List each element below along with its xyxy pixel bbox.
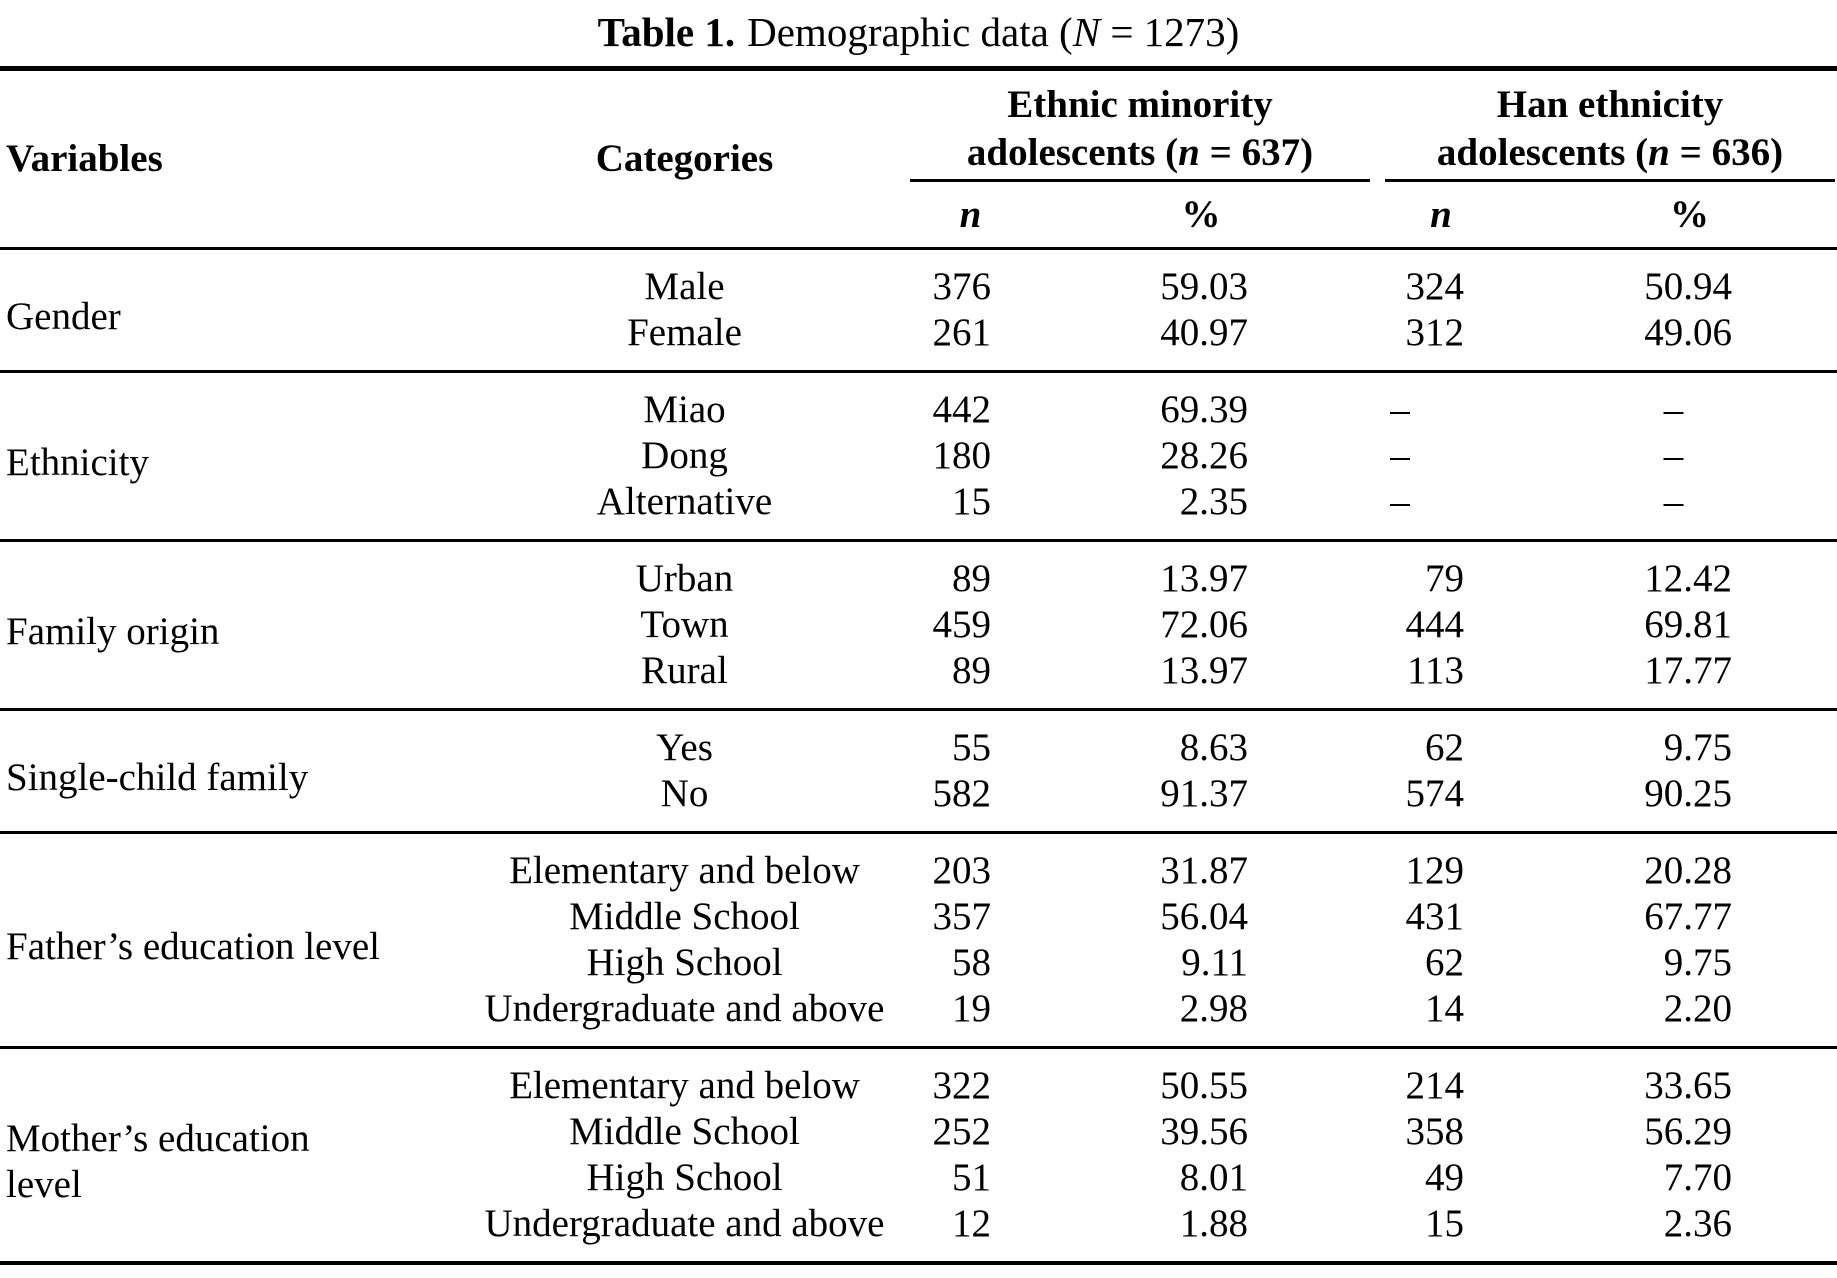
count-cell: 19 bbox=[952, 986, 991, 1030]
percent-cell: 20.28 bbox=[1644, 848, 1732, 892]
category-cell: Urban bbox=[635, 556, 734, 600]
category-cell: Female bbox=[627, 310, 742, 354]
percent-cell: – bbox=[1663, 479, 1684, 523]
percent-cell: 40.97 bbox=[1160, 310, 1248, 354]
table-title-number: Table 1. bbox=[597, 9, 736, 55]
column-header-variables: Variables bbox=[6, 137, 163, 181]
percent-cell: 50.55 bbox=[1160, 1063, 1248, 1107]
percent-cell: 67.77 bbox=[1644, 894, 1732, 938]
variable-cell: Ethnicity bbox=[6, 440, 149, 484]
table-row bbox=[0, 540, 1837, 602]
category-cell: High School bbox=[586, 1155, 783, 1199]
percent-cell: 2.20 bbox=[1663, 986, 1732, 1030]
count-cell: 431 bbox=[1405, 894, 1464, 938]
category-cell: Alternative bbox=[596, 479, 773, 523]
percent-cell: 69.81 bbox=[1644, 602, 1732, 646]
count-cell: 574 bbox=[1405, 771, 1464, 815]
count-cell: 62 bbox=[1425, 725, 1464, 769]
section-family-origin bbox=[0, 540, 1837, 709]
percent-cell: 12.42 bbox=[1644, 556, 1732, 600]
count-cell: 15 bbox=[952, 479, 991, 523]
count-cell: – bbox=[1390, 433, 1410, 477]
variable-cell: Single-child family bbox=[6, 755, 309, 799]
count-cell: 312 bbox=[1405, 310, 1464, 354]
table-title-text: Demographic data ( bbox=[747, 9, 1073, 55]
category-cell: Town bbox=[640, 602, 729, 646]
percent-cell: 50.94 bbox=[1644, 264, 1732, 308]
count-cell: 58 bbox=[952, 940, 991, 984]
percent-cell: 90.25 bbox=[1644, 771, 1732, 815]
count-cell: 357 bbox=[932, 894, 991, 938]
han-ethnicity-spanner bbox=[1385, 71, 1835, 182]
count-cell: 214 bbox=[1405, 1063, 1464, 1107]
count-cell: – bbox=[1390, 387, 1410, 431]
table-header bbox=[0, 69, 1837, 249]
percent-cell: 17.77 bbox=[1644, 648, 1732, 692]
count-cell: 15 bbox=[1425, 1201, 1464, 1245]
percent-cell: 1.88 bbox=[1179, 1201, 1248, 1245]
category-cell: Dong bbox=[641, 433, 728, 477]
count-cell: 324 bbox=[1405, 264, 1464, 308]
percent-cell: 2.36 bbox=[1663, 1201, 1732, 1245]
count-cell: 89 bbox=[952, 648, 991, 692]
percent-cell: 69.39 bbox=[1160, 387, 1248, 431]
variable-cell: Father’s education level bbox=[6, 924, 380, 968]
count-cell: 252 bbox=[932, 1109, 991, 1153]
category-cell: Middle School bbox=[569, 1109, 800, 1153]
table-row bbox=[0, 1047, 1837, 1109]
subheader-han-pct: % bbox=[1670, 192, 1709, 236]
count-cell: 14 bbox=[1425, 986, 1464, 1030]
section-single-child-family bbox=[0, 709, 1837, 832]
percent-cell: 91.37 bbox=[1160, 771, 1248, 815]
category-cell: Elementary and below bbox=[509, 848, 860, 892]
han-ethnicity-line1: Han ethnicity bbox=[1496, 83, 1724, 126]
subheader-han-n: n bbox=[1430, 192, 1452, 236]
percent-cell: 56.29 bbox=[1644, 1109, 1732, 1153]
percent-cell: 13.97 bbox=[1160, 556, 1248, 600]
category-cell: High School bbox=[586, 940, 783, 984]
count-cell: 79 bbox=[1425, 556, 1464, 600]
percent-cell: 56.04 bbox=[1160, 894, 1248, 938]
ethnic-minority-line2 bbox=[910, 129, 1370, 177]
section-ethnicity bbox=[0, 371, 1837, 540]
category-cell: Undergraduate and above bbox=[484, 1201, 885, 1245]
column-header-categories: Categories bbox=[595, 137, 774, 181]
category-cell: Male bbox=[644, 264, 725, 308]
table-row bbox=[0, 832, 1837, 894]
percent-cell: 7.70 bbox=[1663, 1155, 1732, 1199]
table-title-tail: = 1273) bbox=[1100, 9, 1240, 55]
count-cell: 49 bbox=[1425, 1155, 1464, 1199]
han-ethnicity-n-symbol: n bbox=[1648, 131, 1670, 174]
ethnic-minority-line1: Ethnic minority bbox=[1007, 83, 1273, 126]
category-cell: Miao bbox=[643, 387, 726, 431]
section-gender bbox=[0, 248, 1837, 371]
subheader-minority-pct: % bbox=[1181, 192, 1221, 236]
count-cell: 459 bbox=[932, 602, 991, 646]
percent-cell: 2.98 bbox=[1179, 986, 1248, 1030]
subheader-minority-n: n bbox=[959, 192, 982, 236]
percent-cell: 8.01 bbox=[1179, 1155, 1248, 1199]
count-cell: 358 bbox=[1405, 1109, 1464, 1153]
table-row bbox=[0, 709, 1837, 771]
percent-cell: 9.75 bbox=[1663, 725, 1732, 769]
percent-cell: 8.63 bbox=[1179, 725, 1248, 769]
header-row-groups bbox=[0, 69, 1837, 183]
category-cell: No bbox=[660, 771, 709, 815]
count-cell: 51 bbox=[952, 1155, 991, 1199]
category-cell: Yes bbox=[656, 725, 713, 769]
category-cell: Elementary and below bbox=[509, 1063, 860, 1107]
table-title-nvar: N bbox=[1072, 9, 1101, 55]
variable-cell: Mother’s education level bbox=[6, 1116, 310, 1206]
table-row bbox=[0, 371, 1837, 433]
count-cell: 12 bbox=[952, 1201, 991, 1245]
ethnic-minority-n-symbol: n bbox=[1178, 131, 1200, 174]
section-fathers-education bbox=[0, 832, 1837, 1047]
count-cell: 113 bbox=[1406, 648, 1464, 692]
percent-cell: – bbox=[1663, 433, 1684, 477]
percent-cell: 9.75 bbox=[1663, 940, 1732, 984]
count-cell: 203 bbox=[932, 848, 991, 892]
table-title bbox=[0, 0, 1837, 66]
han-ethnicity-line2 bbox=[1385, 129, 1835, 177]
column-group-ethnic-minority bbox=[905, 69, 1314, 183]
column-group-han-ethnicity bbox=[1290, 69, 1837, 183]
count-cell: 261 bbox=[932, 310, 991, 354]
category-cell: Rural bbox=[641, 648, 728, 692]
count-cell: 129 bbox=[1405, 848, 1464, 892]
count-cell: 89 bbox=[952, 556, 991, 600]
demographic-table bbox=[0, 66, 1837, 1265]
percent-cell: 9.11 bbox=[1181, 940, 1248, 984]
count-cell: 582 bbox=[932, 771, 991, 815]
variable-cell: Family origin bbox=[6, 609, 220, 653]
count-cell: 444 bbox=[1405, 602, 1464, 646]
percent-cell: 72.06 bbox=[1160, 602, 1248, 646]
percent-cell: 33.65 bbox=[1644, 1063, 1732, 1107]
count-cell: 442 bbox=[932, 387, 991, 431]
percent-cell: 28.26 bbox=[1160, 433, 1248, 477]
percent-cell: – bbox=[1663, 387, 1684, 431]
count-cell: – bbox=[1390, 479, 1410, 523]
count-cell: 376 bbox=[932, 264, 991, 308]
category-cell: Undergraduate and above bbox=[484, 986, 885, 1030]
ethnic-minority-sub-pre: adolescents ( bbox=[966, 131, 1179, 174]
percent-cell: 13.97 bbox=[1160, 648, 1248, 692]
count-cell: 180 bbox=[932, 433, 991, 477]
percent-cell: 49.06 bbox=[1644, 310, 1732, 354]
percent-cell: 39.56 bbox=[1160, 1109, 1248, 1153]
count-cell: 322 bbox=[932, 1063, 991, 1107]
ethnic-minority-sub-post: = 637) bbox=[1199, 131, 1314, 174]
section-mothers-education bbox=[0, 1047, 1837, 1263]
table-row bbox=[0, 248, 1837, 310]
percent-cell: 2.35 bbox=[1179, 479, 1248, 523]
variable-cell: Gender bbox=[6, 294, 121, 338]
han-ethnicity-sub-pre: adolescents ( bbox=[1436, 131, 1649, 174]
percent-cell: 59.03 bbox=[1160, 264, 1248, 308]
percent-cell: 31.87 bbox=[1160, 848, 1248, 892]
han-ethnicity-sub-post: = 636) bbox=[1669, 131, 1784, 174]
category-cell: Middle School bbox=[569, 894, 800, 938]
count-cell: 55 bbox=[952, 725, 991, 769]
count-cell: 62 bbox=[1425, 940, 1464, 984]
